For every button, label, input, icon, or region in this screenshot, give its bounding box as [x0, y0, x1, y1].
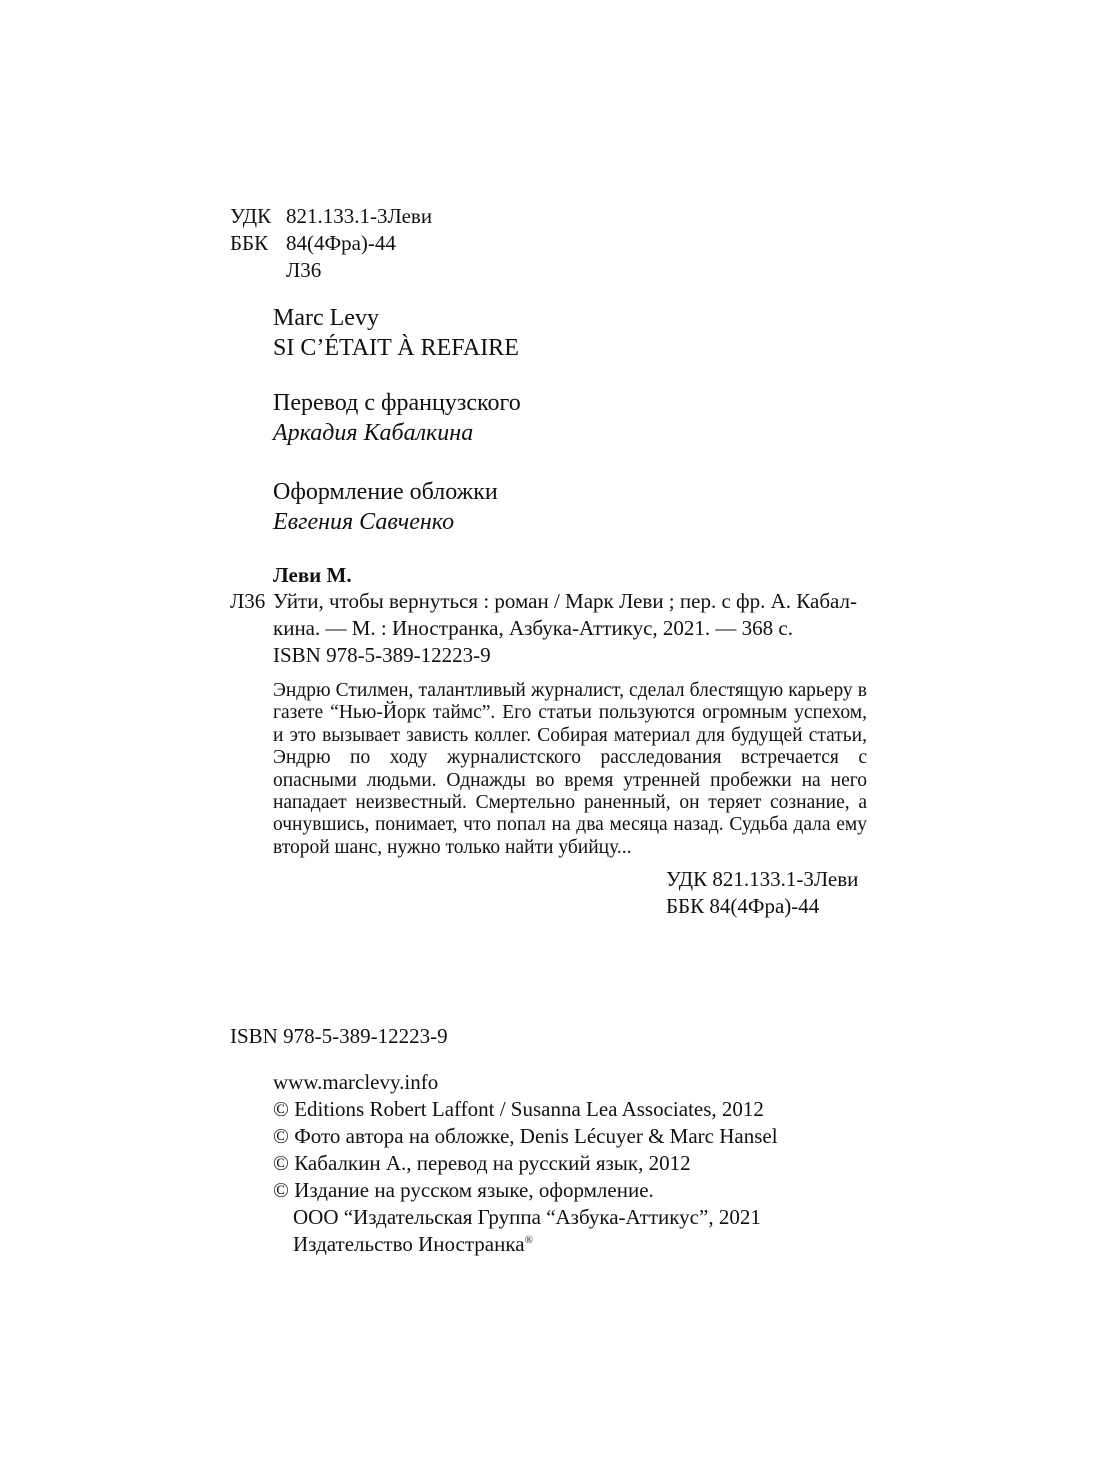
publisher-line-2 — [273, 1231, 778, 1258]
cover-design-label: Оформление обложки — [273, 479, 498, 505]
copyright-line: © Кабалкин А., перевод на русский язык, 2012 — [273, 1151, 691, 1175]
bottom-udk: УДК 821.133.1-3Леви — [666, 867, 859, 891]
bottom-codes — [666, 866, 858, 920]
cover-design-credit — [273, 477, 498, 537]
isbn-footer: ISBN 978-5-389-12223-9 — [230, 1024, 448, 1048]
translation-label: Перевод с французского — [273, 390, 521, 416]
biblio-heading: Леви М. — [273, 563, 352, 587]
translator-name: Аркадия Кабалкина — [273, 420, 474, 446]
publisher-name: Издательство Иностранка — [293, 1232, 525, 1256]
udk-value: 821.133.1-3Леви — [286, 204, 433, 228]
bbk-label: ББК — [230, 231, 269, 255]
registered-mark: ® — [524, 1234, 533, 1246]
copyright-line: © Editions Robert Laffont / Susanna Lea Associates, 2012 — [273, 1097, 764, 1121]
bbk-value: 84(4Фра)-44 — [286, 231, 396, 255]
author-sign: Л36 — [286, 258, 322, 282]
original-work — [273, 303, 519, 363]
website-link[interactable]: www.marclevy.info — [273, 1070, 439, 1094]
biblio-sign: Л36 — [230, 589, 266, 613]
top-codes — [230, 203, 432, 284]
author-sign-code — [230, 257, 432, 284]
original-author: Marc Levy — [273, 305, 379, 331]
copyright-line: © Издание на русском языке, оформление. — [273, 1178, 654, 1202]
original-title: SI C’ÉTAIT À REFAIRE — [273, 335, 519, 361]
biblio-record — [273, 588, 857, 669]
publisher-line-1: ООО “Издательская Группа “Азбука-Аттикус”, 2021 — [293, 1205, 761, 1229]
biblio-line-1: Уйти, чтобы вернуться : роман / Марк Леви ; пер. с фр. А. Кабал- — [273, 589, 858, 613]
bbk-code — [230, 230, 432, 257]
cover-designer-name: Евгения Савченко — [273, 509, 455, 535]
annotation: Эндрю Стилмен, талантливый журналист, сделал блестящую карьеру в газете “Нью-Йорк таймс”. Его статьи пользуются огромным успехом, и это вызывает зависть коллег. Собирая материал для будущей статьи, Эндрю по ходу журналистского расследования встречается с опасными людьми. Однажды во время утренней пробежки на него нападает неизвестный. Смертельно раненный, он теряет сознание, а очнувшись, понимает, что попал на два месяца назад. Судьба дала ему второй шанс, нужно только найти убийцу... — [273, 680, 867, 858]
copyright-line: © Фото автора на обложке, Denis Lécuyer & Marc Hansel — [273, 1124, 778, 1148]
udk-code — [230, 203, 432, 230]
translation-credit — [273, 388, 521, 448]
biblio-line-2: кина. — М. : Иностранка, Азбука-Аттикус, 2021. — 368 с. — [273, 616, 794, 640]
udk-label: УДК — [230, 204, 272, 228]
biblio-isbn: ISBN 978-5-389-12223-9 — [273, 643, 491, 667]
bottom-bbk: ББК 84(4Фра)-44 — [666, 894, 820, 918]
copyright-block — [273, 1069, 778, 1258]
